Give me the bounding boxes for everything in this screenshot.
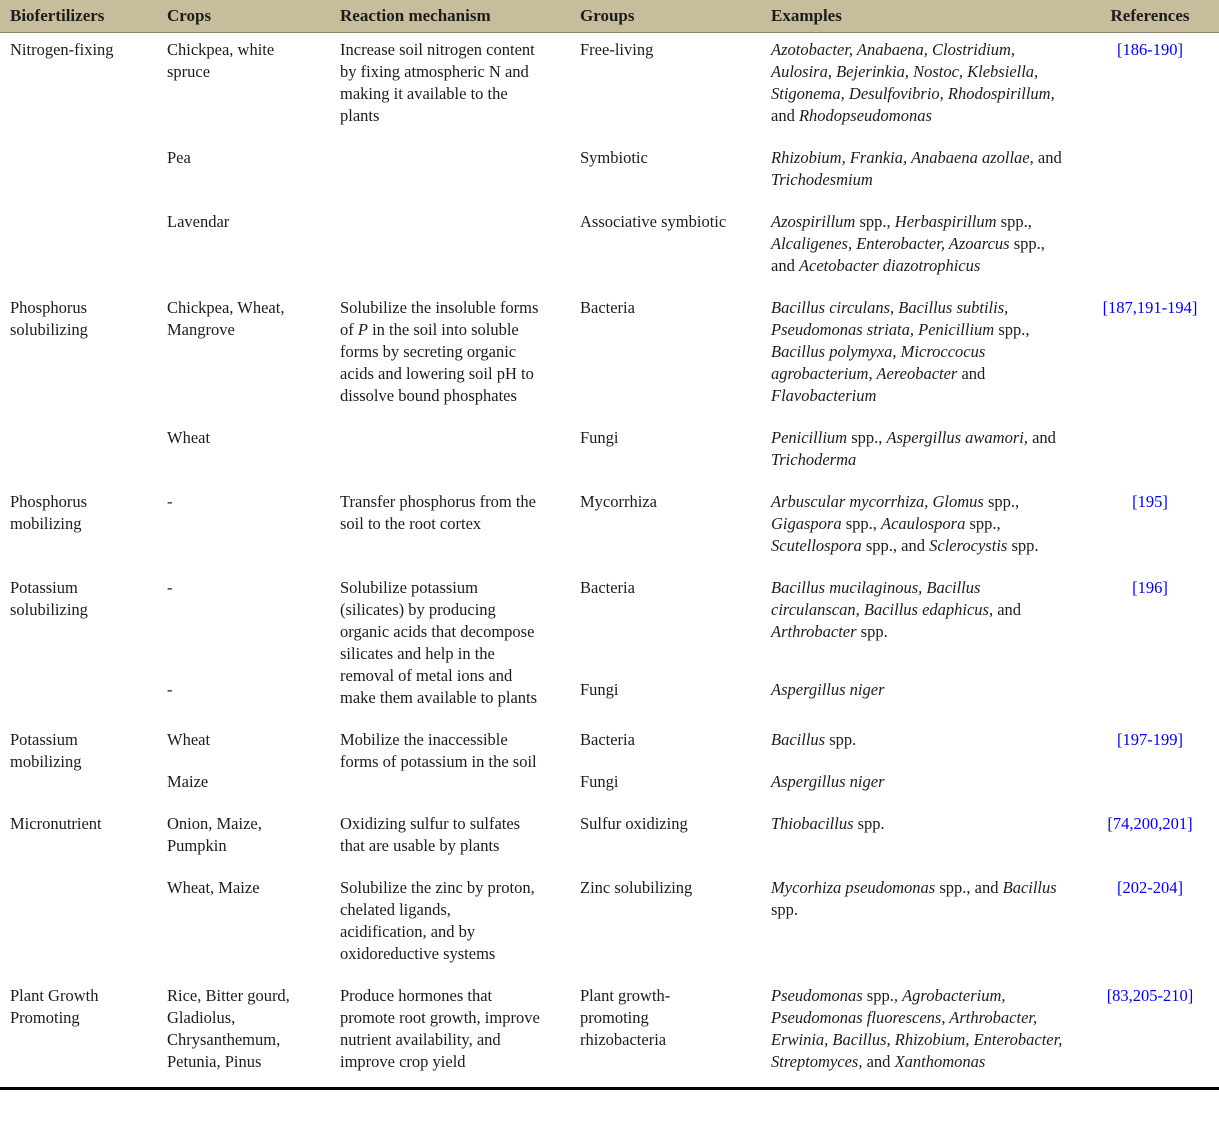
cell-text: spp., and	[861, 536, 930, 555]
column-header-biofertilizers: Biofertilizers	[0, 0, 157, 33]
taxon-name-text: Rhizobium, Frankia, Anabaena azollae,	[771, 148, 1034, 167]
cell-crops	[157, 485, 330, 571]
cell-crops	[157, 673, 330, 723]
cell-biofertilizer	[0, 485, 157, 571]
reference-link[interactable]	[1107, 986, 1194, 1005]
cell-examples	[761, 141, 1081, 205]
cell-examples	[761, 871, 1081, 979]
cell-examples	[761, 571, 1081, 673]
reference-link[interactable]	[1107, 814, 1192, 833]
cell-text: Transfer phosphorus from the soil to the root cortex	[340, 492, 536, 533]
table-row	[0, 571, 1219, 673]
cell-crops	[157, 291, 330, 421]
cell-examples	[761, 807, 1081, 871]
cell-examples	[761, 485, 1081, 571]
table-body	[0, 33, 1219, 1089]
cell-groups	[570, 871, 761, 979]
cell-text: spp.,	[855, 212, 895, 231]
taxon-name-text: Gigaspora	[771, 514, 842, 533]
taxon-name-text: Acaulospora	[881, 514, 966, 533]
table-row	[0, 673, 1219, 723]
cell-text: and	[862, 1052, 895, 1071]
taxon-name-text: Thiobacillus	[771, 814, 854, 833]
cell-groups	[570, 485, 761, 571]
taxon-name-text: Scutellospora	[771, 536, 862, 555]
cell-examples	[761, 765, 1081, 807]
cell-text: Wheat	[167, 730, 211, 749]
cell-crops	[157, 33, 330, 142]
cell-text: spp.,	[847, 428, 887, 447]
column-header-crops: Crops	[157, 0, 330, 33]
taxon-name-text: Pseudomonas	[771, 986, 863, 1005]
cell-crops	[157, 571, 330, 673]
cell-text: spp.	[771, 900, 799, 919]
cell-groups	[570, 141, 761, 205]
cell-text: Nitrogen-fixing	[10, 40, 114, 59]
taxon-name-text: Alcaligenes, Enterobacter, Azoarcus	[771, 234, 1010, 253]
cell-mechanism	[330, 807, 570, 871]
taxon-name-text: Bacillus	[771, 730, 826, 749]
reference-link[interactable]	[1117, 730, 1183, 749]
cell-text: [197-199]	[1117, 730, 1183, 749]
table-row	[0, 807, 1219, 871]
cell-text: Zinc solubilizing	[580, 878, 693, 897]
taxon-name-text: Aspergillus awamori,	[886, 428, 1028, 447]
cell-groups	[570, 673, 761, 723]
cell-text: Solubilize the zinc by proton, chelated ligands, acidification, and by oxidoreductive systems	[340, 878, 535, 963]
cell-text: Solubilize the insoluble forms of	[340, 298, 539, 339]
cell-text: Phosphorus mobilizing	[10, 492, 88, 533]
cell-biofertilizer	[0, 723, 157, 807]
cell-text: Fungi	[580, 772, 619, 791]
taxon-name-text: Xanthomonas	[894, 1052, 986, 1071]
cell-text: Phosphorus solubilizing	[10, 298, 88, 339]
taxon-name-text: Flavobacterium	[771, 386, 877, 405]
taxon-name-text: Herbaspirillum	[894, 212, 997, 231]
cell-crops	[157, 807, 330, 871]
cell-text: Wheat, Maize	[167, 878, 260, 897]
cell-mechanism	[330, 979, 570, 1089]
cell-text: in the soil into soluble forms by secreting organic acids and lowering soil pH to dissolve bound phosphates	[340, 320, 534, 405]
cell-references	[1081, 33, 1219, 292]
cell-examples	[761, 291, 1081, 421]
cell-mechanism	[330, 291, 570, 485]
cell-text: Plant growth-promoting rhizobacteria	[580, 986, 671, 1049]
cell-crops	[157, 723, 330, 765]
taxon-name-text: Mycorhiza pseudomonas	[771, 878, 936, 897]
table-row	[0, 979, 1219, 1089]
taxon-name-text: Acetobacter diazotrophicus	[798, 256, 981, 275]
taxon-name-text: Bacillus circulans, Bacillus subtilis, Pseudomonas striata, Penicillium	[771, 298, 1009, 339]
table-row	[0, 723, 1219, 765]
cell-crops	[157, 205, 330, 291]
cell-text: spp.,	[996, 212, 1032, 231]
cell-text: and	[1027, 428, 1056, 447]
cell-references	[1081, 485, 1219, 571]
cell-text: -	[167, 578, 173, 597]
cell-references	[1081, 571, 1219, 673]
cell-text: Associative symbiotic	[580, 212, 727, 231]
cell-biofertilizer	[0, 807, 157, 979]
cell-text: Pea	[167, 148, 191, 167]
taxon-name-text: Sclerocystis	[929, 536, 1008, 555]
cell-text: spp.	[1007, 536, 1039, 555]
cell-examples	[761, 673, 1081, 723]
cell-crops	[157, 141, 330, 205]
cell-crops	[157, 979, 330, 1089]
cell-examples	[761, 979, 1081, 1089]
cell-text: Potassium mobilizing	[10, 730, 82, 771]
cell-text: Increase soil nitrogen content by fixing atmospheric N and making it available to the plants	[340, 40, 535, 125]
cell-biofertilizer	[0, 33, 157, 292]
taxon-name-text: Aspergillus niger	[771, 680, 885, 700]
cell-references	[1081, 807, 1219, 871]
cell-text: and	[993, 600, 1022, 619]
cell-text: Bacteria	[580, 730, 635, 749]
taxon-name-text: Azospirillum	[771, 212, 856, 231]
cell-text: spp.,	[841, 514, 882, 533]
taxon-name-text: Trichoderma	[771, 450, 857, 469]
taxon-name-text: Agrobacterium, Pseudomonas fluorescens, Arthrobacter, Erwinia, Bacillus, Rhizobium, Enterobacter, Streptomyces,	[771, 986, 1063, 1071]
cell-mechanism	[330, 571, 570, 723]
table-row	[0, 205, 1219, 291]
cell-mechanism	[330, 871, 570, 979]
cell-text: Mobilize the inaccessible forms of potassium in the soil	[340, 730, 537, 771]
taxon-name-text: Trichodesmium	[771, 170, 873, 189]
cell-text: and	[1033, 148, 1062, 167]
reference-link[interactable]	[1103, 298, 1198, 317]
cell-text: Free-living	[580, 40, 654, 59]
cell-text: [196]	[1132, 578, 1168, 597]
cell-text: spp., and	[771, 234, 1045, 275]
header-row	[0, 0, 1219, 33]
cell-groups	[570, 33, 761, 142]
reference-link[interactable]	[1132, 578, 1168, 597]
cell-text: Fungi	[580, 428, 619, 447]
cell-text: [186-190]	[1117, 40, 1183, 59]
cell-text: [83,205-210]	[1106, 986, 1194, 1005]
cell-text: Rice, Bitter gourd, Gladiolus, Chrysanthemum, Petunia, Pinus	[167, 986, 290, 1071]
taxon-name-text: Rhodopseudomonas	[798, 106, 932, 125]
column-header-groups: Groups	[570, 0, 761, 33]
table-row	[0, 291, 1219, 421]
cell-text: spp.	[853, 814, 885, 833]
cell-references	[1081, 291, 1219, 485]
cell-groups	[570, 291, 761, 421]
cell-examples	[761, 33, 1081, 142]
cell-text: Solubilize potassium (silicates) by producing organic acids that decompose silicates and help in the removal of metal ions and make them available to plants	[340, 578, 538, 707]
cell-text: Lavendar	[167, 212, 230, 231]
cell-biofertilizer	[0, 291, 157, 485]
table-row	[0, 33, 1219, 142]
cell-text: Mycorrhiza	[580, 492, 657, 511]
cell-biofertilizer	[0, 571, 157, 723]
cell-examples	[761, 723, 1081, 765]
cell-text: spp.	[825, 730, 857, 749]
cell-text: spp.,	[994, 320, 1030, 339]
cell-text: [202-204]	[1117, 878, 1183, 897]
cell-crops	[157, 421, 330, 485]
table-row	[0, 421, 1219, 485]
cell-mechanism	[330, 485, 570, 571]
cell-text: spp.,	[965, 514, 1001, 533]
reference-link[interactable]	[1132, 492, 1168, 511]
table-row	[0, 871, 1219, 979]
taxon-name-text: Bacillus mucilaginous, Bacillus circulanscan, Bacillus edaphicus,	[771, 578, 994, 619]
cell-text: Wheat	[167, 428, 211, 447]
cell-text: Symbiotic	[580, 148, 648, 167]
cell-text: spp.,	[862, 986, 903, 1005]
cell-crops	[157, 871, 330, 979]
cell-examples	[761, 421, 1081, 485]
cell-references	[1081, 723, 1219, 807]
cell-groups	[570, 205, 761, 291]
cell-text: spp., and	[935, 878, 1003, 897]
cell-text: -	[167, 680, 173, 700]
taxon-name-text: Aspergillus niger	[771, 772, 885, 791]
taxon-name-text: Bacillus	[1002, 878, 1057, 897]
cell-text: Oxidizing sulfur to sulfates that are usable by plants	[340, 814, 521, 855]
cell-text: Bacteria	[580, 578, 635, 597]
taxon-name-text: Penicillium	[771, 428, 848, 447]
cell-mechanism	[330, 723, 570, 807]
table-header	[0, 0, 1219, 33]
cell-examples	[761, 205, 1081, 291]
cell-crops	[157, 765, 330, 807]
cell-groups	[570, 421, 761, 485]
cell-text: and	[957, 364, 986, 383]
cell-text: Chickpea, white spruce	[167, 40, 275, 81]
taxon-name-text: P	[357, 320, 368, 339]
reference-link[interactable]	[1117, 878, 1183, 897]
cell-text: and	[771, 106, 799, 125]
cell-text: [74,200,201]	[1107, 814, 1193, 833]
table-row	[0, 141, 1219, 205]
cell-text: Maize	[167, 772, 209, 791]
cell-groups	[570, 723, 761, 765]
cell-text: Onion, Maize, Pumpkin	[167, 814, 262, 855]
taxon-name-text: Bacillus polymyxa, Microccocus agrobacterium, Aereobacter	[771, 342, 986, 383]
cell-groups	[570, 807, 761, 871]
taxon-name-text: Arbuscular mycorrhiza, Glomus	[771, 492, 984, 511]
cell-text: Produce hormones that promote root growth, improve nutrient availability, and improve crop yield	[340, 986, 540, 1071]
cell-text: Micronutrient	[10, 814, 102, 833]
cell-groups	[570, 979, 761, 1089]
column-header-references: References	[1081, 0, 1219, 33]
cell-text: spp.	[856, 622, 888, 641]
cell-text: Potassium solubilizing	[10, 578, 88, 619]
cell-text: -	[167, 492, 173, 511]
cell-text: [187,191-194]	[1102, 298, 1198, 317]
taxon-name-text: Azotobacter, Anabaena, Clostridium, Aulosira, Bejerinkia, Nostoc, Klebsiella, Stigonema, Desulfovibrio, Rhodospirillum,	[771, 40, 1055, 103]
cell-text: Sulfur oxidizing	[580, 814, 688, 833]
cell-references	[1081, 979, 1219, 1089]
column-header-reaction-mechanism: Reaction mechanism	[330, 0, 570, 33]
reference-link[interactable]	[1117, 40, 1183, 59]
table-row	[0, 485, 1219, 571]
table-row	[0, 765, 1219, 807]
cell-text: Chickpea, Wheat, Mangrove	[167, 298, 285, 339]
cell-biofertilizer	[0, 979, 157, 1089]
taxon-name-text: Arthrobacter	[771, 622, 857, 641]
cell-groups	[570, 765, 761, 807]
cell-text: [195]	[1132, 492, 1168, 511]
cell-text: Bacteria	[580, 298, 635, 317]
cell-text: Fungi	[580, 680, 619, 700]
cell-mechanism	[330, 33, 570, 292]
cell-references	[1081, 871, 1219, 979]
cell-text: Plant Growth Promoting	[10, 986, 99, 1027]
column-header-examples: Examples	[761, 0, 1081, 33]
cell-groups	[570, 571, 761, 673]
cell-text: spp.,	[983, 492, 1020, 511]
